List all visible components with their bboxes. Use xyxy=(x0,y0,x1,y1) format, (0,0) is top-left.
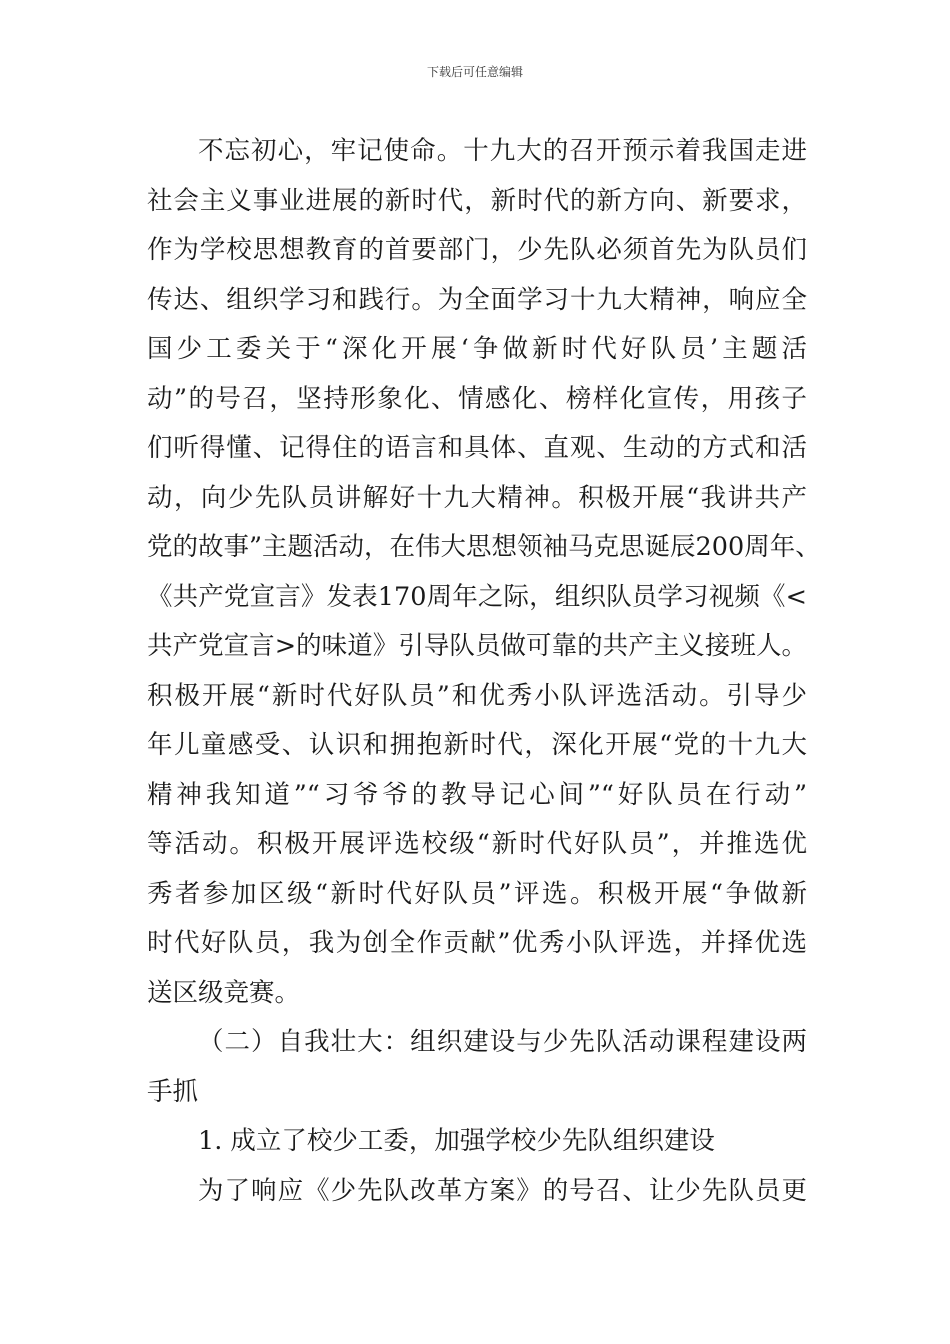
text-line: 1. 成立了校少工委，加强学校少先队组织建设 xyxy=(198,1126,715,1156)
text-line: 动，向少先队员讲解好十九大精神。积极开展“我讲共产 xyxy=(147,482,807,513)
page-header: 下载后可任意编辑 xyxy=(426,65,523,79)
text-line: 为了响应《少先队改革方案》的号召、让少先队员更 xyxy=(198,1175,807,1206)
text-line: 等活动。积极开展评选校级“新时代好队员”，并推选优 xyxy=(147,829,807,859)
text-line: 《共产党宣言》发表170周年之际，组织队员学习视频《< xyxy=(147,581,807,612)
text-line: 国少工委关于“深化开展‘争做新时代好队员’主题活 xyxy=(147,334,807,364)
text-line: 动”的号召，坚持形象化、情感化、榜样化宣传，用孩子 xyxy=(147,383,807,414)
text-line: 传达、组织学习和践行。为全面学习十九大精神，响应全 xyxy=(147,284,807,315)
text-line: 精神我知道”“习爷爷的教导记心间”“好队员在行动” xyxy=(147,779,807,810)
document-body xyxy=(147,127,821,1216)
text-line: 作为学校思想教育的首要部门，少先队必须首先为队员们 xyxy=(147,235,807,265)
text-line: 共产党宣言>的味道》引导队员做可靠的共产主义接班人。 xyxy=(147,631,807,661)
text-line: 年儿童感受、认识和拥抱新时代，深化开展“党的十九大 xyxy=(147,730,807,760)
text-line: 社会主义事业进展的新时代，新时代的新方向、新要求， xyxy=(147,185,807,216)
text-line: 不忘初心，牢记使命。十九大的召开预示着我国走进 xyxy=(198,136,807,166)
text-line: 积极开展“新时代好队员”和优秀小队评选活动。引导少 xyxy=(147,680,807,711)
text-line: 时代好队员，我为创全作贡献”优秀小队评选，并择优选 xyxy=(147,928,807,958)
text-line: 手抓 xyxy=(147,1076,199,1107)
text-line: 们听得懂、记得住的语言和具体、直观、生动的方式和活 xyxy=(147,433,807,463)
text-line: 送区级竞赛。 xyxy=(147,977,301,1008)
text-line: 党的故事”主题活动，在伟大思想领袖马克思诞辰200周年、 xyxy=(147,532,821,562)
text-line: 秀者参加区级“新时代好队员”评选。积极开展“争做新 xyxy=(147,878,807,909)
text-line: （二）自我壮大：组织建设与少先队活动课程建设两 xyxy=(198,1027,807,1057)
